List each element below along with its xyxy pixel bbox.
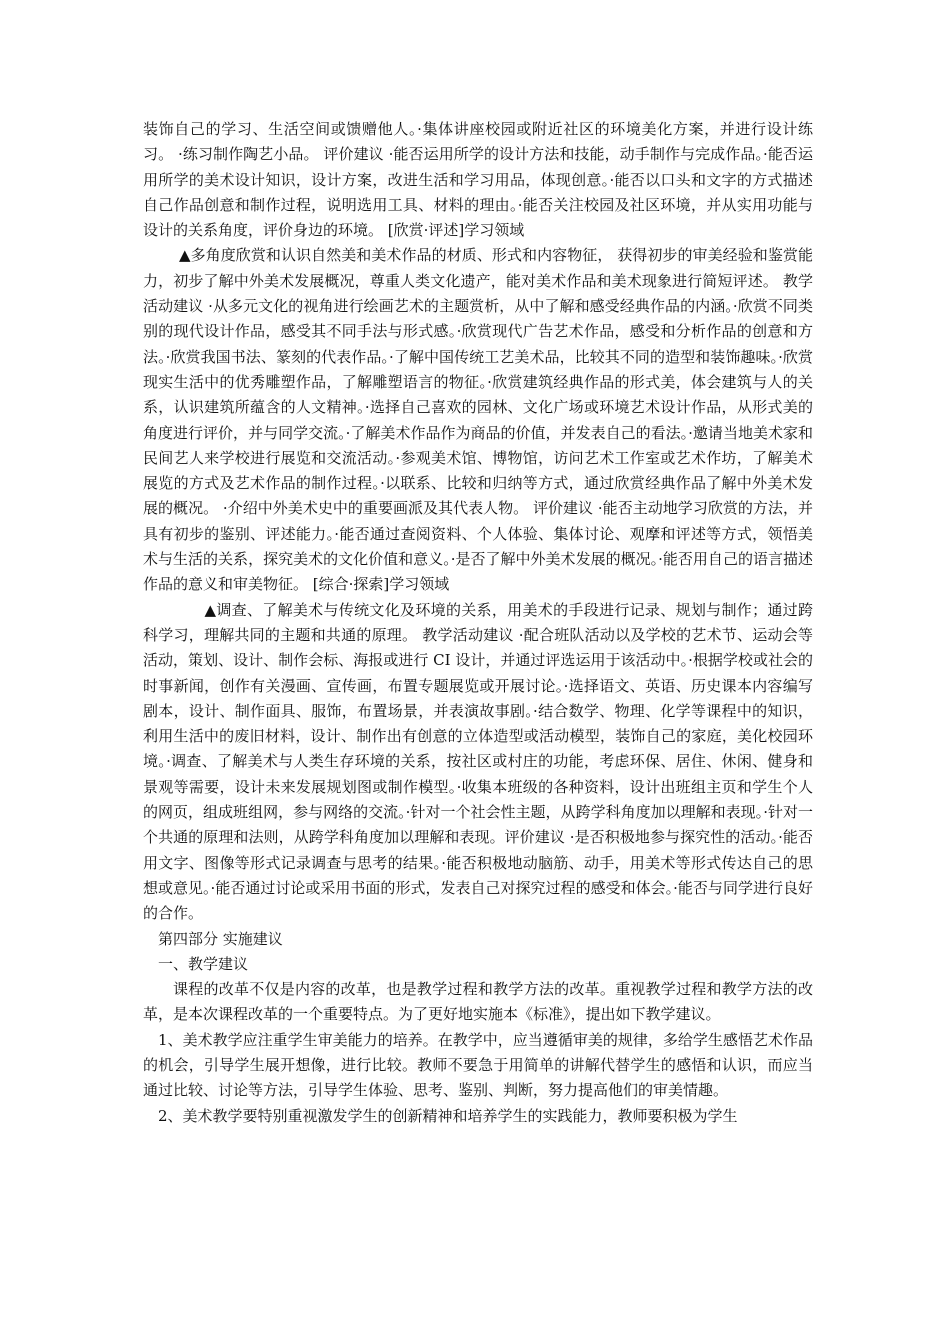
section-heading-part-four: 第四部分 实施建议 (158, 929, 283, 948)
document-body (143, 117, 813, 1129)
paragraph-point-two: 2、美术教学要特别重视激发学生的创新精神和培养学生的实践能力，教师要积极为学生 (158, 1106, 738, 1125)
paragraph-point-one: 1、美术教学应注重学生审美能力的培养。在教学中，应当遵循审美的规律，多给学生感悟艺术作品的机会，引导学生展开想像，进行比较。教师不要急于用简单的讲解代替学生的感悟和认识，而应当通过比较、讨论等方法，引导学生体验、思考、鉴别、判断，努力提高他们的审美情趣。 (143, 1030, 813, 1100)
paragraph-appreciation-domain: ▲多角度欣赏和认识自然美和美术作品的材质、形式和内容物征， 获得初步的审美经验和鉴赏能力，初步了解中外美术发展概况，尊重人类文化遗产，能对美术作品和美术现象进行简短评述。 教学活动建议 ·从多元文化的视角进行绘画艺术的主题赏析，从中了解和感受经典作品的内涵。·欣赏不同类别的现代设计作品，感受其不同手法与形式感。·欣赏现代广告艺术作品，感受和分析作品的创意和方法。·欣赏我国书法、篆刻的代表作品。·了解中国传统工艺美术品，比较其不同的造型和装饰趣味。·欣赏现实生活中的优秀雕塑作品，了解雕塑语言的物征。·欣赏建筑经典作品的形式美，体会建筑与人的关系，认识建筑所蕴含的人文精神。·选择自己喜欢的园林、文化广场或环境艺术设计作品，从形式美的角度进行评价，并与同学交流。·了解美术作品作为商品的价值，并发表自己的看法。·邀请当地美术家和民间艺人来学校进行展览和交流活动。·参观美术馆、博物馆，访问艺术工作室或艺术作坊，了解美术展览的方式及艺术作品的制作过程。·以联系、比较和归纳等方式，通过欣赏经典作品了解中外美术发展的概况。 ·介绍中外美术史中的重要画派及其代表人物。 评价建议 ·能否主动地学习欣赏的方法，并具有初步的鉴别、评述能力。·能否通过查阅资料、个人体验、集体讨论、观摩和评述等方式，领悟美术与生活的关系，探究美术的文化价值和意义。·是否了解中外美术发展的概况。·能否用自己的语言描述作品的意义和审美物征。 [综合·探索]学习领域 (143, 246, 813, 594)
subsection-heading-teaching: 一、教学建议 (158, 954, 249, 973)
paragraph-comprehensive-domain: ▲调查、了解美术与传统文化及环境的关系，用美术的手段进行记录、规划与制作；通过跨科学习，理解共同的主题和共通的原理。 教学活动建议 ·配合班队活动以及学校的艺术节、运动会等活动，策划、设计、制作会标、海报或进行 CI 设计，并通过评选运用于该活动中。·根据学校或社会的时事新闻，创作有关漫画、宣传画，布置专题展览或开展讨论。·选择语文、英语、历史课本内容编写剧本，设计、制作面具、服饰，布置场景，并表演故事剧。·结合数学、物理、化学等课程中的知识，利用生活中的废旧材料，设计、制作出有创意的立体造型或活动模型，装饰自己的家庭，美化校园环境。·调查、了解美术与人类生存环境的关系，按社区或村庄的功能，考虑环保、居住、休闲、健身和景观等需要，设计未来发展规划图或制作模型。·收集本班级的各种资料，设计出班组主页和学生个人的网页，组成班组网，参与网络的交流。·针对一个社会性主题，从跨学科角度加以理解和表现。·针对一个共通的原理和法则，从跨学科角度加以理解和表现。评价建议 ·是否积极地参与探究性的活动。·能否用文字、图像等形式记录调查与思考的结果。·能否积极地动脑筋、动手，用美术等形式传达自己的思想或意见。·能否通过讨论或采用书面的形式，发表自己对探究过程的感受和体会。·能否与同学进行良好的合作。 (143, 600, 813, 923)
paragraph-teaching-intro: 课程的改革不仅是内容的改革，也是教学过程和教学方法的改革。重视教学过程和教学方法的改革，是本次课程改革的一个重要特点。为了更好地实施本《标准》，提出如下教学建议。 (143, 980, 813, 1024)
paragraph-design-evaluation: 装饰自己的学习、生活空间或馈赠他人。·集体讲座校园或附近社区的环境美化方案，并进行设计练习。 ·练习制作陶艺小品。 评价建议 ·能否运用所学的设计方法和技能，动手制作与完成作品。·能否运用所学的美术设计知识，设计方案，改进生活和学习用品，体现创意。·能否以口头和文字的方式描述自己作品创意和制作过程，说明选用工具、材料的理由。·能否关注校园及社区环境，并从实用功能与设计的关系角度，评价身边的环境。 [欣赏·评述]学习领域 (143, 120, 813, 240)
